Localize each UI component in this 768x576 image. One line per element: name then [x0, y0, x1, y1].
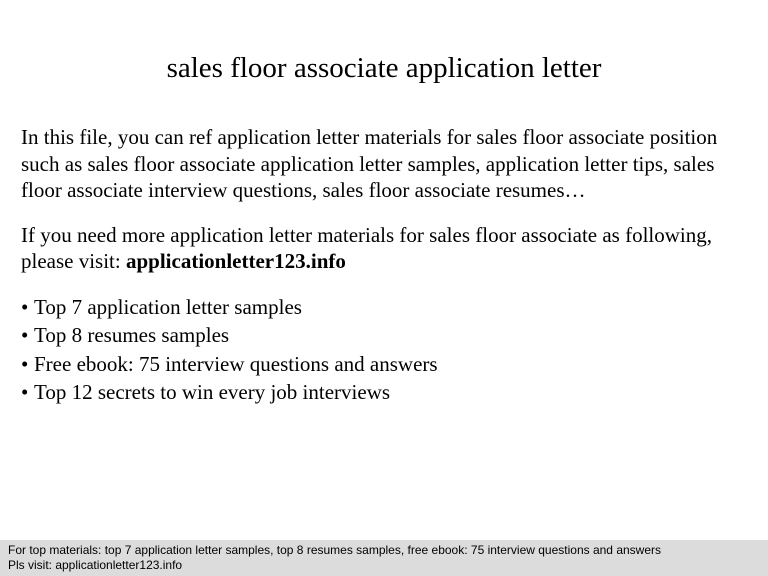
bullet-icon: • [21, 294, 29, 319]
list-item-label: Free ebook: 75 interview questions and answers [34, 351, 438, 376]
footer-line: Pls visit: applicationletter123.info [8, 558, 183, 572]
list-item-label: Top 7 application letter samples [34, 294, 302, 319]
list-item [21, 321, 751, 350]
intro-line: floor associate interview questions, sales floor associate resumes… [21, 178, 586, 202]
page-title: sales floor associate application letter [166, 52, 602, 84]
visit-paragraph [21, 222, 751, 275]
website-link[interactable]: applicationletter123.info [125, 249, 346, 273]
visit-line: If you need more application letter materials for sales floor associate as following, [21, 222, 713, 247]
list-item [21, 293, 751, 322]
list-item-label: Top 8 resumes samples [34, 323, 230, 347]
visit-line [21, 248, 751, 275]
list-item [21, 350, 751, 379]
bullet-icon: • [21, 351, 29, 376]
bullet-icon: • [21, 323, 29, 347]
intro-line: such as sales floor associate application letter samples, application letter tips, sales [21, 151, 715, 176]
intro-line: In this file, you can ref application letter materials for sales floor associate position [21, 125, 718, 149]
intro-paragraph [21, 124, 751, 204]
footer-line: For top materials: top 7 application letter samples, top 8 resumes samples, free ebook: 75 interview questions and answers [8, 543, 661, 557]
slide-content [21, 124, 751, 407]
footer-banner [0, 540, 768, 576]
visit-prefix: please visit: [21, 249, 126, 273]
list-item [21, 378, 751, 407]
resource-list [21, 293, 751, 407]
list-item-label: Top 12 secrets to win every job interviews [34, 380, 391, 404]
bullet-icon: • [21, 380, 29, 404]
